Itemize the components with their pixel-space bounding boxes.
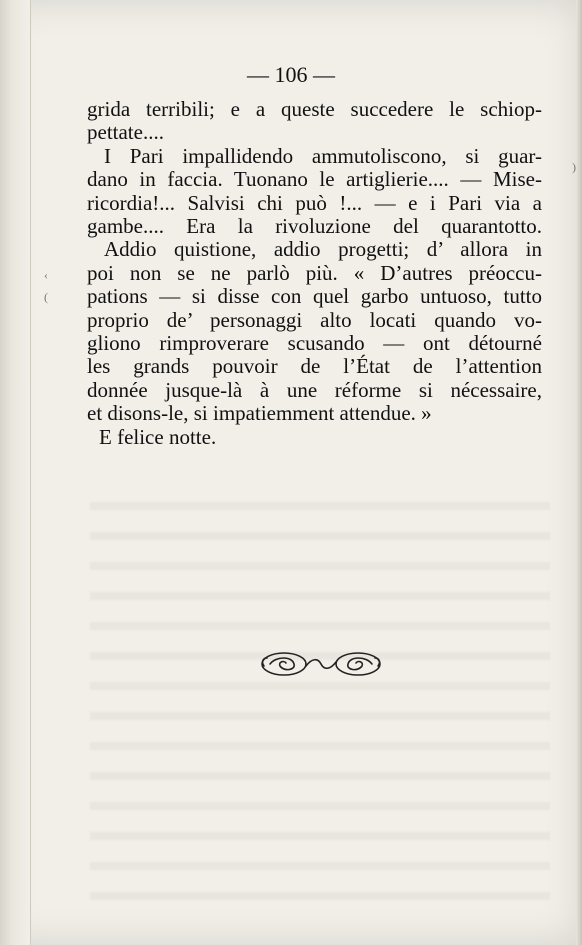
- text-line: poi non se ne parlò più. « D’autres préoccu-: [87, 260, 542, 285]
- text-line: proprio de’ personaggi alto locati quando vo-: [87, 307, 542, 332]
- text-line: donnée jusque-là à une réforme si nécessaire,: [87, 377, 542, 402]
- page-edge: [576, 0, 582, 945]
- page-number: — 106 —: [247, 62, 335, 87]
- text-line: E felice notte.: [99, 424, 217, 449]
- margin-mark: (: [44, 290, 48, 304]
- text-line: gambe.... Era la rivoluzione del quarantotto.: [87, 214, 542, 239]
- margin-mark: ‹: [44, 268, 48, 282]
- page-body: [87, 98, 542, 449]
- bleed-through-text: [90, 480, 550, 900]
- text-line: Addio quistione, addio progetti; d’ allora in: [104, 237, 542, 262]
- text-line: gliono rimproverare scusando — ont détourné: [87, 331, 542, 356]
- ornament-divider-icon: [258, 648, 384, 680]
- text-line: les grands pouvoir de l’État de l’attention: [87, 354, 542, 379]
- margin-mark: ): [572, 160, 576, 174]
- text-line: dano in faccia. Tuonano le artiglierie.... — Mise-: [87, 167, 542, 192]
- text-line: grida terribili; e a queste succedere le schiop-: [87, 97, 542, 121]
- text-line: et disons-le, si impatiemment attendue. »: [87, 401, 432, 426]
- text-line: pettate....: [87, 120, 164, 145]
- binding-gutter: [0, 0, 31, 945]
- text-line: pations — si disse con quel garbo untuoso, tutto: [87, 284, 542, 309]
- text-line: I Pari impallidendo ammutoliscono, si guar-: [104, 143, 542, 168]
- text-line: ricordia!... Salvisi chi può !... — e i Pari via a: [87, 190, 542, 215]
